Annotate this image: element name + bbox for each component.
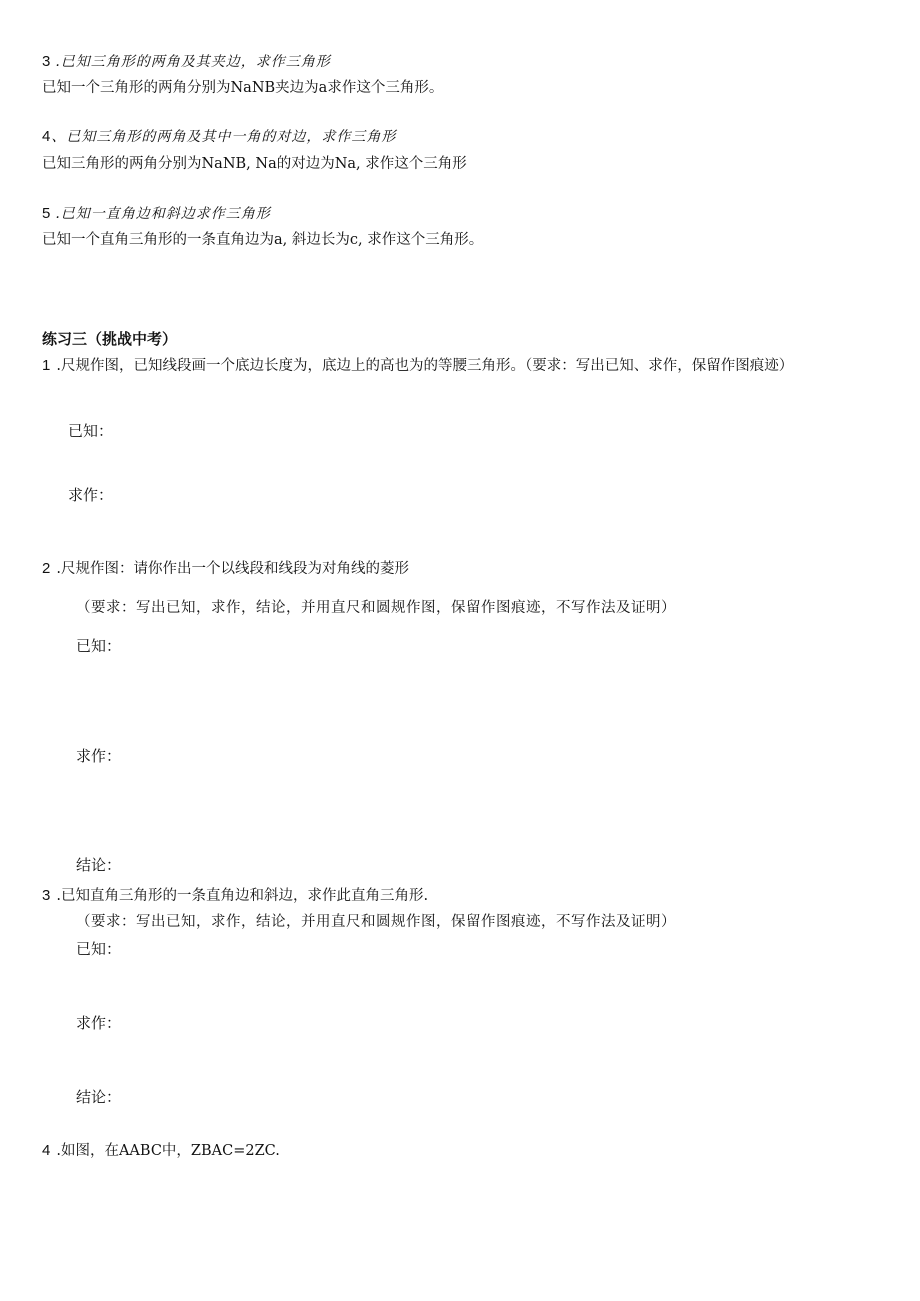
- q3-known-label: 已知：: [76, 940, 122, 958]
- q3-number: 3: [42, 887, 51, 904]
- q2-conclusion-label: 结论：: [76, 856, 122, 874]
- item5-number: 5: [42, 205, 52, 222]
- item5-text: 已知一个直角三角形的一条直角边为a, 斜边长为c, 求作这个三角形。: [42, 232, 484, 248]
- q4-number: 4: [42, 1142, 51, 1159]
- q1-known-label: 已知：: [68, 422, 114, 440]
- q3-text: .已知直角三角形的一条直角边和斜边，求作此直角三角形.: [56, 888, 429, 904]
- item4-number: 4: [42, 128, 52, 145]
- item3-number: 3: [42, 53, 52, 70]
- q2-number: 2: [42, 560, 51, 577]
- item5-heading: [42, 204, 271, 224]
- q2-line: [42, 559, 409, 579]
- item4-heading: [42, 127, 396, 147]
- q3-requirement: （要求：写出已知，求作，结论，并用直尺和圆规作图，保留作图痕迹，不写作法及证明）: [76, 914, 676, 930]
- item5-title: .已知一直角边和斜边求作三角形: [55, 206, 271, 222]
- q2-text: .尺规作图：请你作出一个以线段和线段为对角线的菱形: [56, 561, 409, 577]
- q2-construct-label: 求作：: [76, 747, 122, 765]
- q1-line: [42, 356, 793, 376]
- item3-title: .已知三角形的两角及其夹边，求作三角形: [55, 54, 331, 70]
- item3-heading: [42, 52, 331, 72]
- q3-line: [42, 886, 428, 906]
- q4-text: .如图，在AABC中，ZBAC=2ZC.: [56, 1143, 280, 1159]
- item4-text: 已知三角形的两角分别为NaNB, Na的对边为Na, 求作这个三角形: [42, 156, 467, 172]
- q3-construct-label: 求作：: [76, 1014, 122, 1032]
- q3-conclusion-label: 结论：: [76, 1088, 122, 1106]
- q1-construct-label: 求作：: [68, 486, 114, 504]
- q2-known-label: 已知：: [76, 637, 122, 655]
- item4-title: 、已知三角形的两角及其中一角的对边，求作三角形: [51, 129, 397, 145]
- q1-number: 1: [42, 357, 51, 374]
- exercise3-title: 练习三（挑战中考）: [42, 331, 178, 348]
- q2-requirement: （要求：写出已知，求作，结论，并用直尺和圆规作图，保留作图痕迹，不写作法及证明）: [76, 600, 676, 616]
- q1-text: .尺规作图，已知线段画一个底边长度为，底边上的高也为的等腰三角形。（要求：写出已知、求作，保留作图痕迹）: [56, 358, 794, 374]
- q4-line: [42, 1141, 280, 1161]
- item3-text: 已知一个三角形的两角分别为NaNB夹边为a求作这个三角形。: [42, 80, 444, 96]
